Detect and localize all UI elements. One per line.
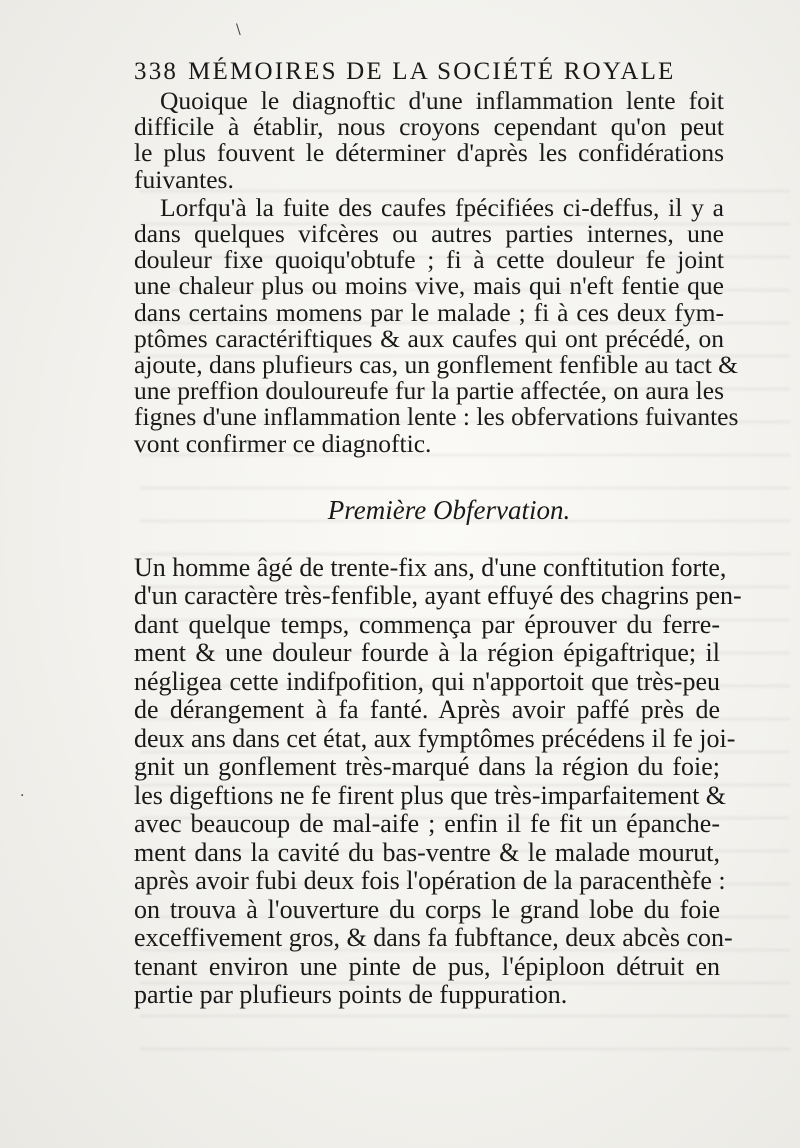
text-line: douleur fixe quoiqu'obtufe ; fi à cette douleur fe joint (134, 245, 724, 275)
text-line: tenant environ une pinte de pus, l'épiploon détruit en (134, 951, 720, 981)
text-line: les digeftions ne fe firent plus que très-imparfaitement & (134, 780, 727, 810)
text-line: gnit un gonflement très-marqué dans la région du foie; (134, 752, 720, 782)
text-line: deux ans dans cet état, aux fymptômes précédens il fe joi- (134, 723, 736, 753)
text-line: ptômes caractériftiques & aux caufes qui ont précédé, on (134, 323, 724, 353)
text-line: exceffivement gros, & dans fa fubftance, deux abcès con- (134, 923, 733, 953)
text-line: Quoique le diagnoftic d'une inflammation lente foit (160, 86, 724, 115)
text-line: dant quelque temps, commença par éprouver du ferre- (134, 609, 720, 639)
page-text (134, 58, 742, 1010)
paragraph-intro (134, 88, 724, 193)
page-speck: \ (236, 22, 241, 38)
text-line: fignes d'une inflammation lente : les obfervations fuivantes (134, 402, 739, 432)
text-line: ment & une douleur fourde à la région épigaftrique; il (134, 638, 720, 668)
text-line: difficile à établir, nous croyons cependant qu'on peut (134, 112, 724, 142)
text-line: ajoute, dans plufieurs cas, un gonflement fenfible au tact & (134, 350, 739, 380)
text-line: d'un caractère très-fenfible, ayant effuyé des chagrins pen- (134, 581, 742, 611)
text-line: vont confirmer ce diagnoftic. (134, 428, 432, 458)
text-line: partie par plufieurs points de fuppuration. (134, 980, 568, 1010)
text-line: négligea cette indifpofition, qui n'apportoit que très-peu (134, 666, 720, 696)
text-line: on trouva à l'ouverture du corps le grand lobe du foie (134, 894, 720, 924)
section-title: Première Obfervation. (327, 494, 571, 525)
text-line: dans certains momens par le malade ; fi à ces deux fym- (134, 297, 724, 327)
text-line: une preffion douloureufe fur la partie affectée, on aura les (134, 376, 724, 406)
text-line: le plus fouvent le déterminer d'après les confidérations (134, 138, 724, 168)
paragraph-signs (134, 192, 739, 458)
text-line: avec beaucoup de mal-aife ; enfin il fe fit un épanche- (134, 809, 720, 839)
running-header (134, 58, 724, 86)
text-line: une chaleur plus ou moins vive, mais qui n'eft fentie que (134, 271, 724, 301)
text-line: après avoir fubi deux fois l'opération de la paracenthèfe : (134, 866, 726, 896)
text-line: Un homme âgé de trente-fix ans, d'une conftitution forte, (134, 552, 727, 582)
page-number: 338 (134, 58, 179, 85)
text-line: Lorfqu'à la fuite des caufes fpécifiées ci-deffus, il y a (160, 192, 724, 222)
text-line: de dérangement à fa fanté. Après avoir paffé près de (134, 695, 720, 725)
running-title: MÉMOIRES DE LA SOCIÉTÉ ROYALE (188, 58, 676, 85)
text-line: ment dans la cavité du bas-ventre & le malade mourut, (134, 837, 720, 867)
paragraph-observation (134, 552, 742, 1010)
page-speck: · (20, 788, 25, 804)
text-line: fuivantes. (134, 164, 234, 194)
text-line: dans quelques vifcères ou autres parties internes, une (134, 219, 724, 249)
